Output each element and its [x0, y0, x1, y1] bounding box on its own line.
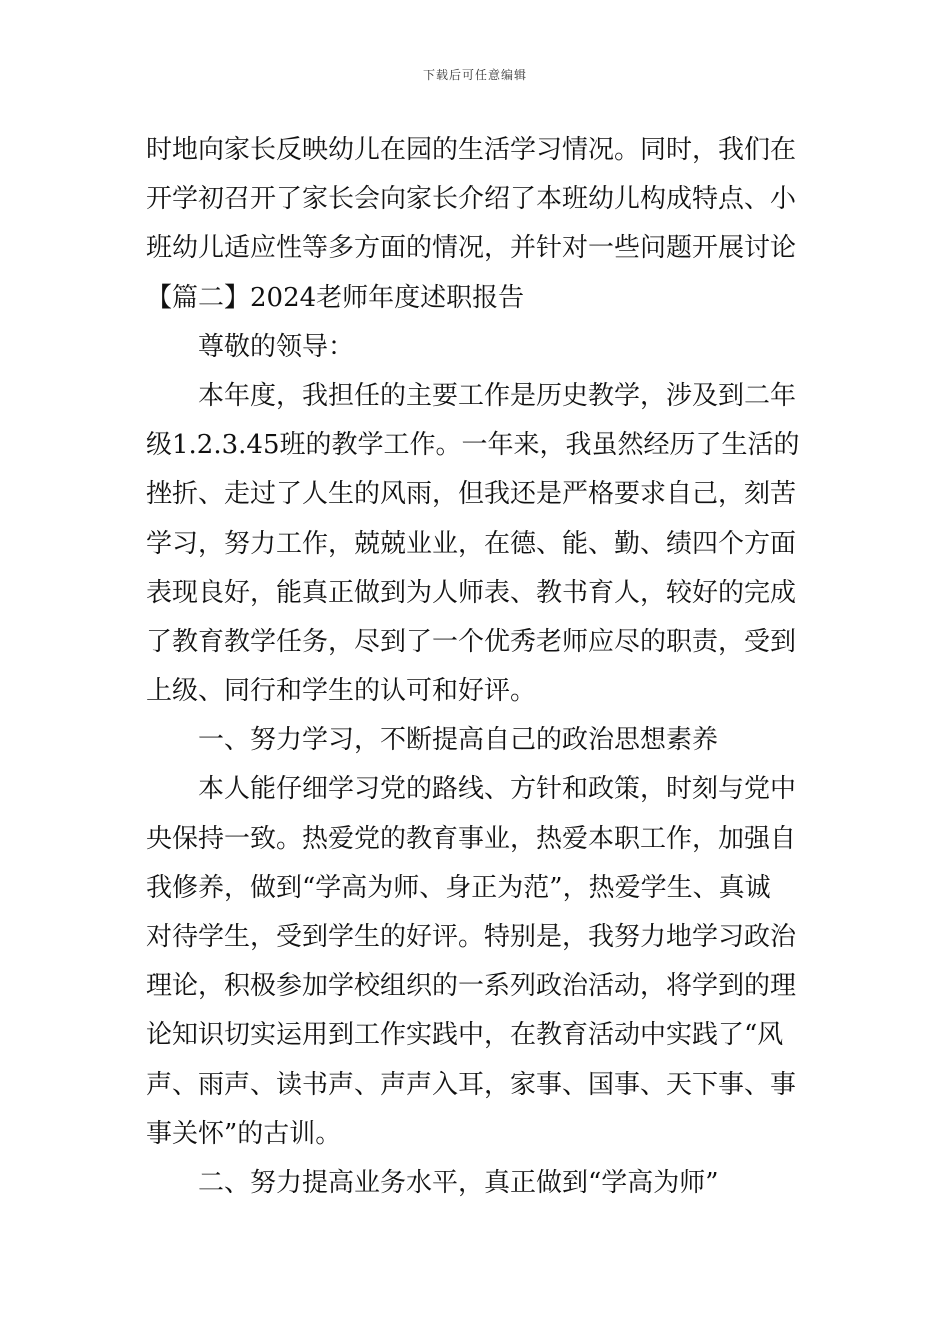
header-note: 下载后可任意编辑 — [422, 68, 527, 82]
section-heading: 【篇二】2024老师年度述职报告 — [146, 282, 525, 313]
paragraph-line: 本人能仔细学习党的路线、方针和政策，时刻与党中 — [198, 774, 797, 805]
paragraph-line: 理论，积极参加学校组织的一系列政治活动，将学到的理 — [146, 971, 797, 1002]
subsection-heading: 一、努力学习，不断提高自己的政治思想素养 — [198, 725, 719, 756]
paragraph-line: 央保持一致。热爱党的教育事业，热爱本职工作，加强自 — [146, 823, 797, 854]
paragraph-line: 对待学生，受到学生的好评。特别是，我努力地学习政治 — [146, 922, 797, 952]
paragraph-line: 级1.2.3.45班的教学工作。一年来，我虽然经历了生活的 — [146, 430, 800, 461]
paragraph-line: 表现良好，能真正做到为人师表、教书育人，较好的完成 — [146, 577, 797, 608]
paragraph-line: 本年度，我担任的主要工作是历史教学，涉及到二年 — [198, 380, 797, 411]
paragraph-line: 班幼儿适应性等多方面的情况，并针对一些问题开展讨论 — [146, 233, 797, 264]
document-body — [146, 126, 810, 1208]
paragraph-line: 上级、同行和学生的认可和好评。 — [146, 676, 537, 707]
subsection-heading: 二、努力提高业务水平，真正做到“学高为师” — [198, 1167, 719, 1198]
paragraph-line: 开学初召开了家长会向家长介绍了本班幼儿构成特点、小 — [146, 184, 797, 215]
paragraph-line: 了教育教学任务，尽到了一个优秀老师应尽的职责，受到 — [146, 626, 797, 657]
salutation: 尊敬的领导： — [198, 331, 355, 362]
paragraph-line: 事关怀”的古训。 — [146, 1118, 342, 1149]
paragraph-line: 挫折、走过了人生的风雨，但我还是严格要求自己，刻苦 — [146, 479, 797, 510]
paragraph-line: 学习，努力工作，兢兢业业，在德、能、勤、绩四个方面 — [146, 528, 797, 559]
paragraph-line: 论知识切实运用到工作实践中，在教育活动中实践了“风 — [146, 1020, 784, 1051]
paragraph-line: 声、雨声、读书声、声声入耳，家事、国事、天下事、事 — [146, 1069, 797, 1100]
paragraph-line: 时地向家长反映幼儿在园的生活学习情况。同时，我们在 — [146, 135, 797, 165]
paragraph-line: 我修养，做到“学高为师、身正为范”，热爱学生、真诚 — [146, 872, 771, 903]
